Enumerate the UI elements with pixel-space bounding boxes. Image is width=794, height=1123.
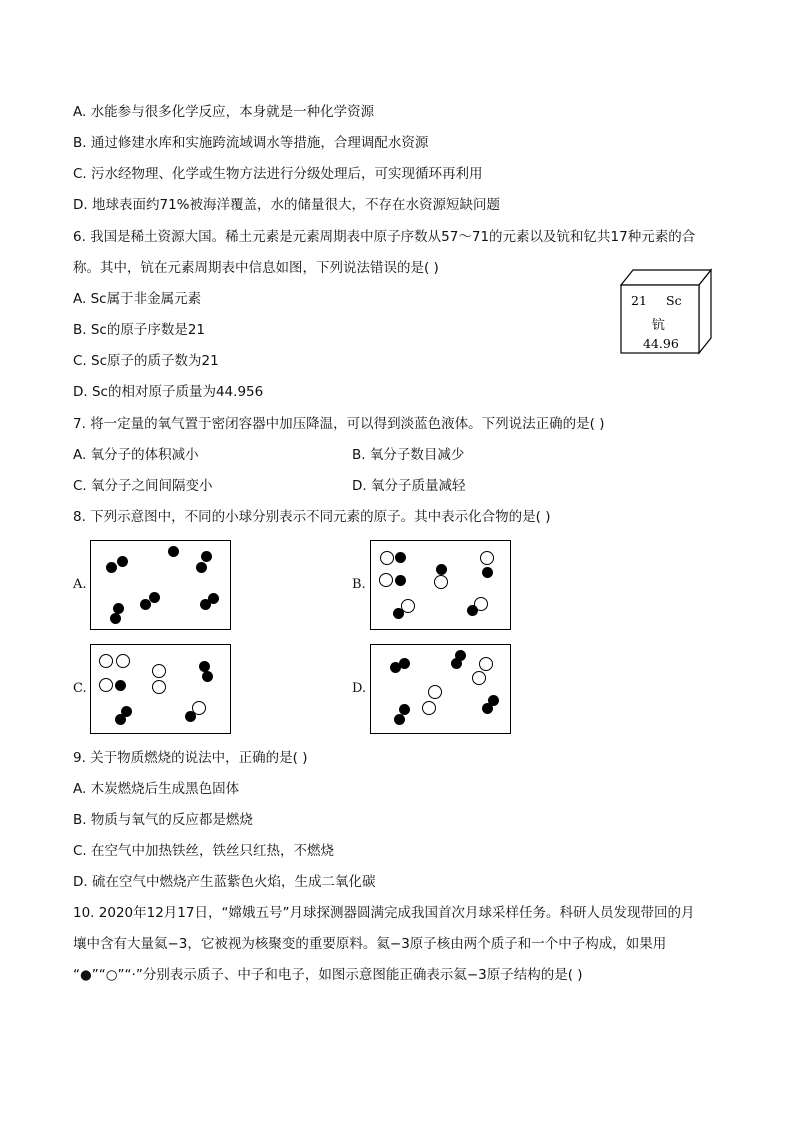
hollow-atom	[479, 657, 493, 671]
filled-atom	[467, 605, 478, 616]
filled-atom	[395, 552, 406, 563]
q10-stem-line1: 10. 2020年12月17日，“嫦娥五号”月球探测器圆满完成我国首次月球采样任务。科研人员发现带回的月	[73, 905, 695, 921]
filled-atom	[393, 608, 404, 619]
element-name: 钪	[652, 318, 666, 333]
q9-option-c: C. 在空气中加热铁丝，铁丝只红热，不燃烧	[73, 843, 335, 859]
filled-atom	[482, 703, 493, 714]
hollow-atom	[434, 575, 448, 589]
filled-atom	[395, 575, 406, 586]
element-number: 21	[631, 293, 647, 308]
q8-label-c: C.	[73, 681, 87, 696]
q6-option-d: D. Sc的相对原子质量为44.956	[73, 384, 264, 400]
q8-diagram-c	[90, 644, 231, 734]
q8-label-b: B.	[352, 577, 366, 592]
hollow-atom	[99, 678, 113, 692]
filled-atom	[115, 714, 126, 725]
filled-atom	[106, 562, 117, 573]
q9-option-a: A. 木炭燃烧后生成黑色固体	[73, 781, 240, 797]
filled-atom	[185, 711, 196, 722]
hollow-atom	[379, 573, 393, 587]
element-card	[616, 265, 716, 357]
filled-atom	[455, 650, 466, 661]
hollow-atom	[480, 551, 494, 565]
filled-atom	[436, 564, 447, 575]
filled-atom	[196, 562, 207, 573]
q5-option-b: B. 通过修建水库和实施跨流域调水等措施，合理调配水资源	[73, 135, 429, 151]
q8-diagram-a	[90, 540, 231, 630]
q8-stem: 8. 下列示意图中，不同的小球分别表示不同元素的原子。其中表示化合物的是( )	[73, 509, 551, 525]
q6-stem-line1: 6. 我国是稀土资源大国。稀土元素是元素周期表中原子序数从57～71的元素以及钪和钇共17种元素的合	[73, 229, 696, 245]
q8-label-a: A.	[73, 577, 87, 592]
q5-option-a: A. 水能参与很多化学反应，本身就是一种化学资源	[73, 104, 375, 120]
filled-atom	[115, 680, 126, 691]
hollow-atom	[116, 654, 130, 668]
q5-option-d: D. 地球表面约71%被海洋覆盖，水的储量很大，不存在水资源短缺问题	[73, 197, 500, 213]
element-mass: 44.96	[643, 336, 679, 351]
element-symbol: Sc	[666, 293, 682, 308]
filled-atom	[482, 567, 493, 578]
q9-option-d: D. 硫在空气中燃烧产生蓝紫色火焰，生成二氧化碳	[73, 874, 376, 890]
q6-option-a: A. Sc属于非金属元素	[73, 291, 202, 307]
filled-atom	[399, 658, 410, 669]
hollow-atom	[99, 654, 113, 668]
filled-atom	[201, 551, 212, 562]
q8-diagram-b	[370, 540, 511, 630]
hollow-atom	[428, 685, 442, 699]
filled-atom	[110, 613, 121, 624]
q7-option-d: D. 氧分子质量减轻	[352, 478, 466, 494]
q6-option-c: C. Sc原子的质子数为21	[73, 353, 219, 369]
filled-atom	[202, 671, 213, 682]
q6-option-b: B. Sc的原子序数是21	[73, 322, 206, 338]
hollow-atom	[380, 551, 394, 565]
q7-option-c: C. 氧分子之间间隔变小	[73, 478, 213, 494]
hollow-atom	[152, 664, 166, 678]
q10-stem-line3: “●”“○”“·”分别表示质子、中子和电子，如图示意图能正确表示氦−3原子结构的是( )	[73, 967, 583, 983]
hollow-atom	[152, 680, 166, 694]
q7-stem: 7. 将一定量的氧气置于密闭容器中加压降温，可以得到淡蓝色液体。下列说法正确的是( )	[73, 416, 605, 432]
filled-atom	[117, 556, 128, 567]
hollow-atom	[472, 671, 486, 685]
q9-option-b: B. 物质与氧气的反应都是燃烧	[73, 812, 253, 828]
filled-atom	[208, 593, 219, 604]
q6-stem-line2: 称。其中，钪在元素周期表中信息如图，下列说法错误的是( )	[73, 260, 439, 276]
q10-stem-line2: 壤中含有大量氦−3，它被视为核聚变的重要原料。氦−3原子核由两个质子和一个中子构成，如果用	[73, 936, 667, 952]
hollow-atom	[422, 701, 436, 715]
q8-diagram-d	[370, 644, 511, 734]
q7-option-b: B. 氧分子数目减少	[352, 447, 465, 463]
q9-stem: 9. 关于物质燃烧的说法中，正确的是( )	[73, 750, 308, 766]
filled-atom	[168, 546, 179, 557]
q7-option-a: A. 氧分子的体积减小	[73, 447, 199, 463]
q8-label-d: D.	[352, 681, 367, 696]
q5-option-c: C. 污水经物理、化学或生物方法进行分级处理后，可实现循环再利用	[73, 166, 483, 182]
filled-atom	[149, 592, 160, 603]
filled-atom	[394, 714, 405, 725]
